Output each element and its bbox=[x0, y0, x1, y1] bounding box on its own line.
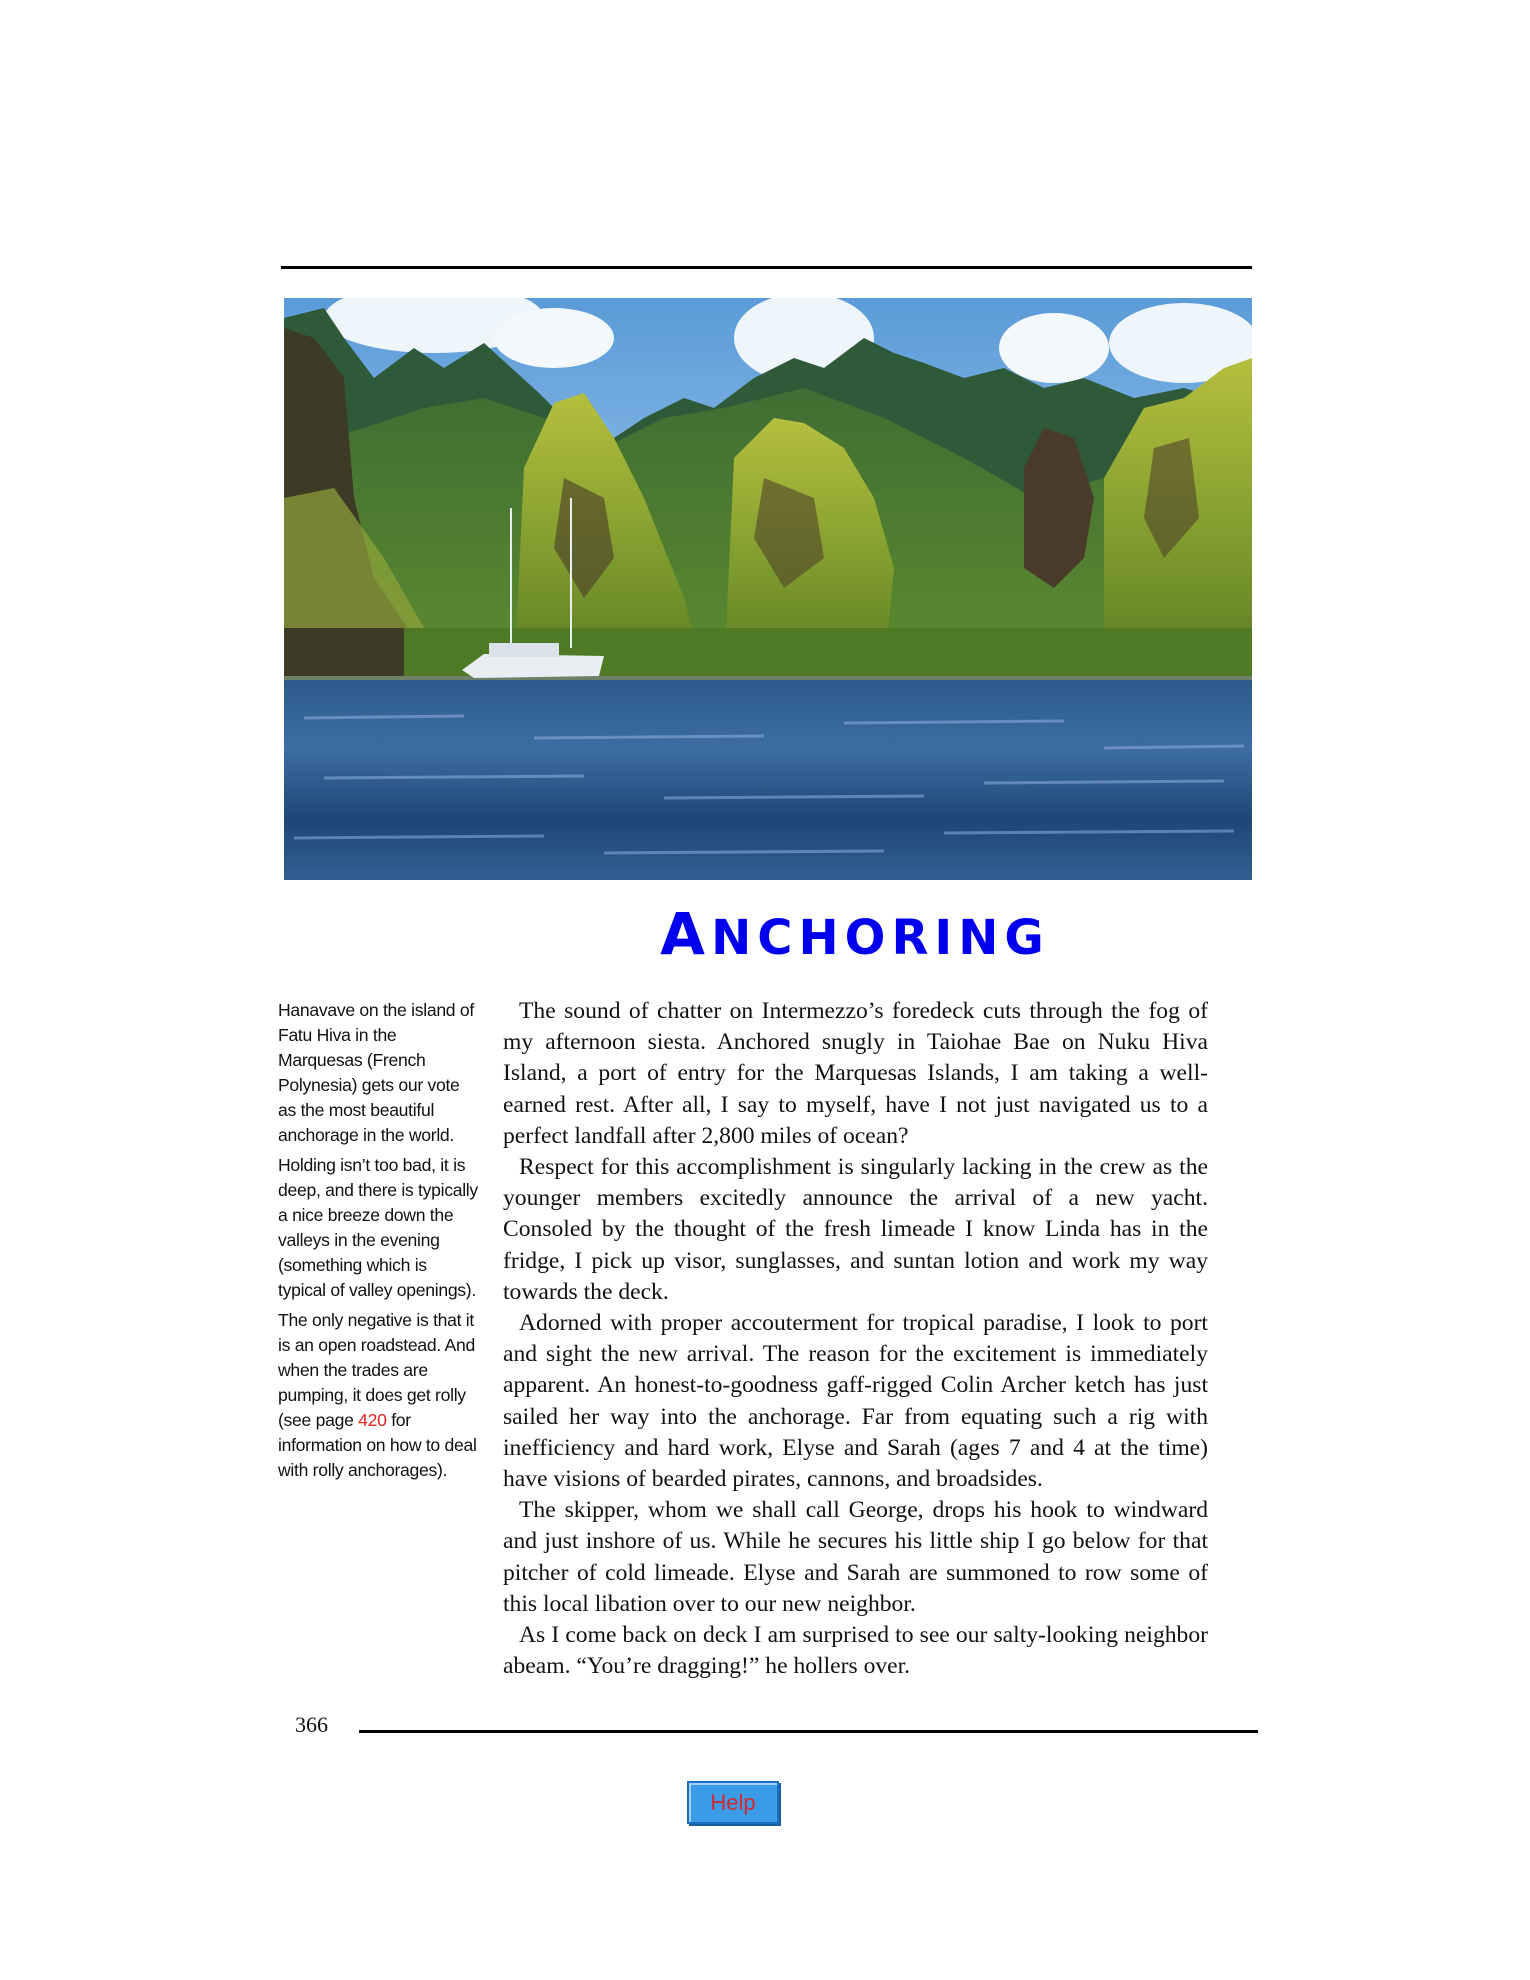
body-paragraph-1: The sound of chatter on Intermezzo’s foredeck cuts through the fog of my afternoon siesta. Anchored snugly in Taiohae Bae on Nuku Hiva Island, a port of entry for the Marquesas Islands, I am taking a well-earned rest. After all, I say to myself, have I not just navigated us to a perfect landfall after 2,800 miles of ocean? bbox=[503, 998, 1208, 1149]
page-420-link[interactable]: 420 bbox=[358, 1410, 387, 1430]
body-paragraph-5: As I come back on deck I am surprised to see our salty-looking neighbor abeam. “You’re dragging!” he hollers over. bbox=[503, 1622, 1208, 1680]
page-title bbox=[500, 900, 1210, 968]
help-button[interactable]: Help bbox=[687, 1781, 779, 1824]
bottom-rule bbox=[359, 1730, 1258, 1733]
title-initial: A bbox=[660, 900, 712, 968]
caption-paragraph-1: Hanavave on the island of Fatu Hiva in the Marquesas (French Polynesia) gets our vote as the most beautiful anchorage in the world. bbox=[278, 1000, 474, 1145]
landscape-image-icon bbox=[284, 298, 1252, 880]
body-paragraph-2: Respect for this accomplishment is singularly lacking in the crew as the younger members excitedly announce the arrival of a new yacht. Consoled by the thought of the fresh limeade I know Linda has in the fridge, I pick up visor, sunglasses, and suntan lotion and work my way towards the deck. bbox=[503, 1154, 1208, 1305]
caption-text: for information on how to deal with rolly anchorages). bbox=[278, 1410, 477, 1480]
anchorage-photo bbox=[284, 298, 1252, 880]
body-paragraph-3: Adorned with proper accouterment for tropical paradise, I look to port and sight the new arrival. The reason for the excitement is immediately apparent. An honest-to-goodness gaff-rigged Colin Archer ketch has just sailed her way into the anchorage. Far from equating such a rig with inefficiency and hard work, Elyse and Sarah (ages 7 and 4 at the time) have visions of bearded pirates, cannons, and broadsides. bbox=[503, 1310, 1208, 1493]
title-rest: NCHORING bbox=[711, 910, 1050, 966]
article-body bbox=[503, 996, 1208, 1682]
top-rule bbox=[281, 266, 1252, 269]
caption-text: The only negative is that it is an open roadstead. And when the trades are pumping, it does get rolly (see page bbox=[278, 1310, 475, 1430]
photo-caption-sidebar bbox=[278, 998, 478, 1488]
body-paragraph-4: The skipper, whom we shall call George, drops his hook to windward and just inshore of us. While he secures his little ship I go below for that pitcher of cold limeade. Elyse and Sarah are summoned to row some of this local libation over to our new neighbor. bbox=[503, 1497, 1208, 1617]
caption-paragraph-3 bbox=[278, 1308, 478, 1483]
page-number: 366 bbox=[295, 1712, 328, 1737]
caption-paragraph-2: Holding isn’t too bad, it is deep, and there is typically a nice breeze down the valleys in the evening (something which is typical of valley openings). bbox=[278, 1155, 478, 1300]
